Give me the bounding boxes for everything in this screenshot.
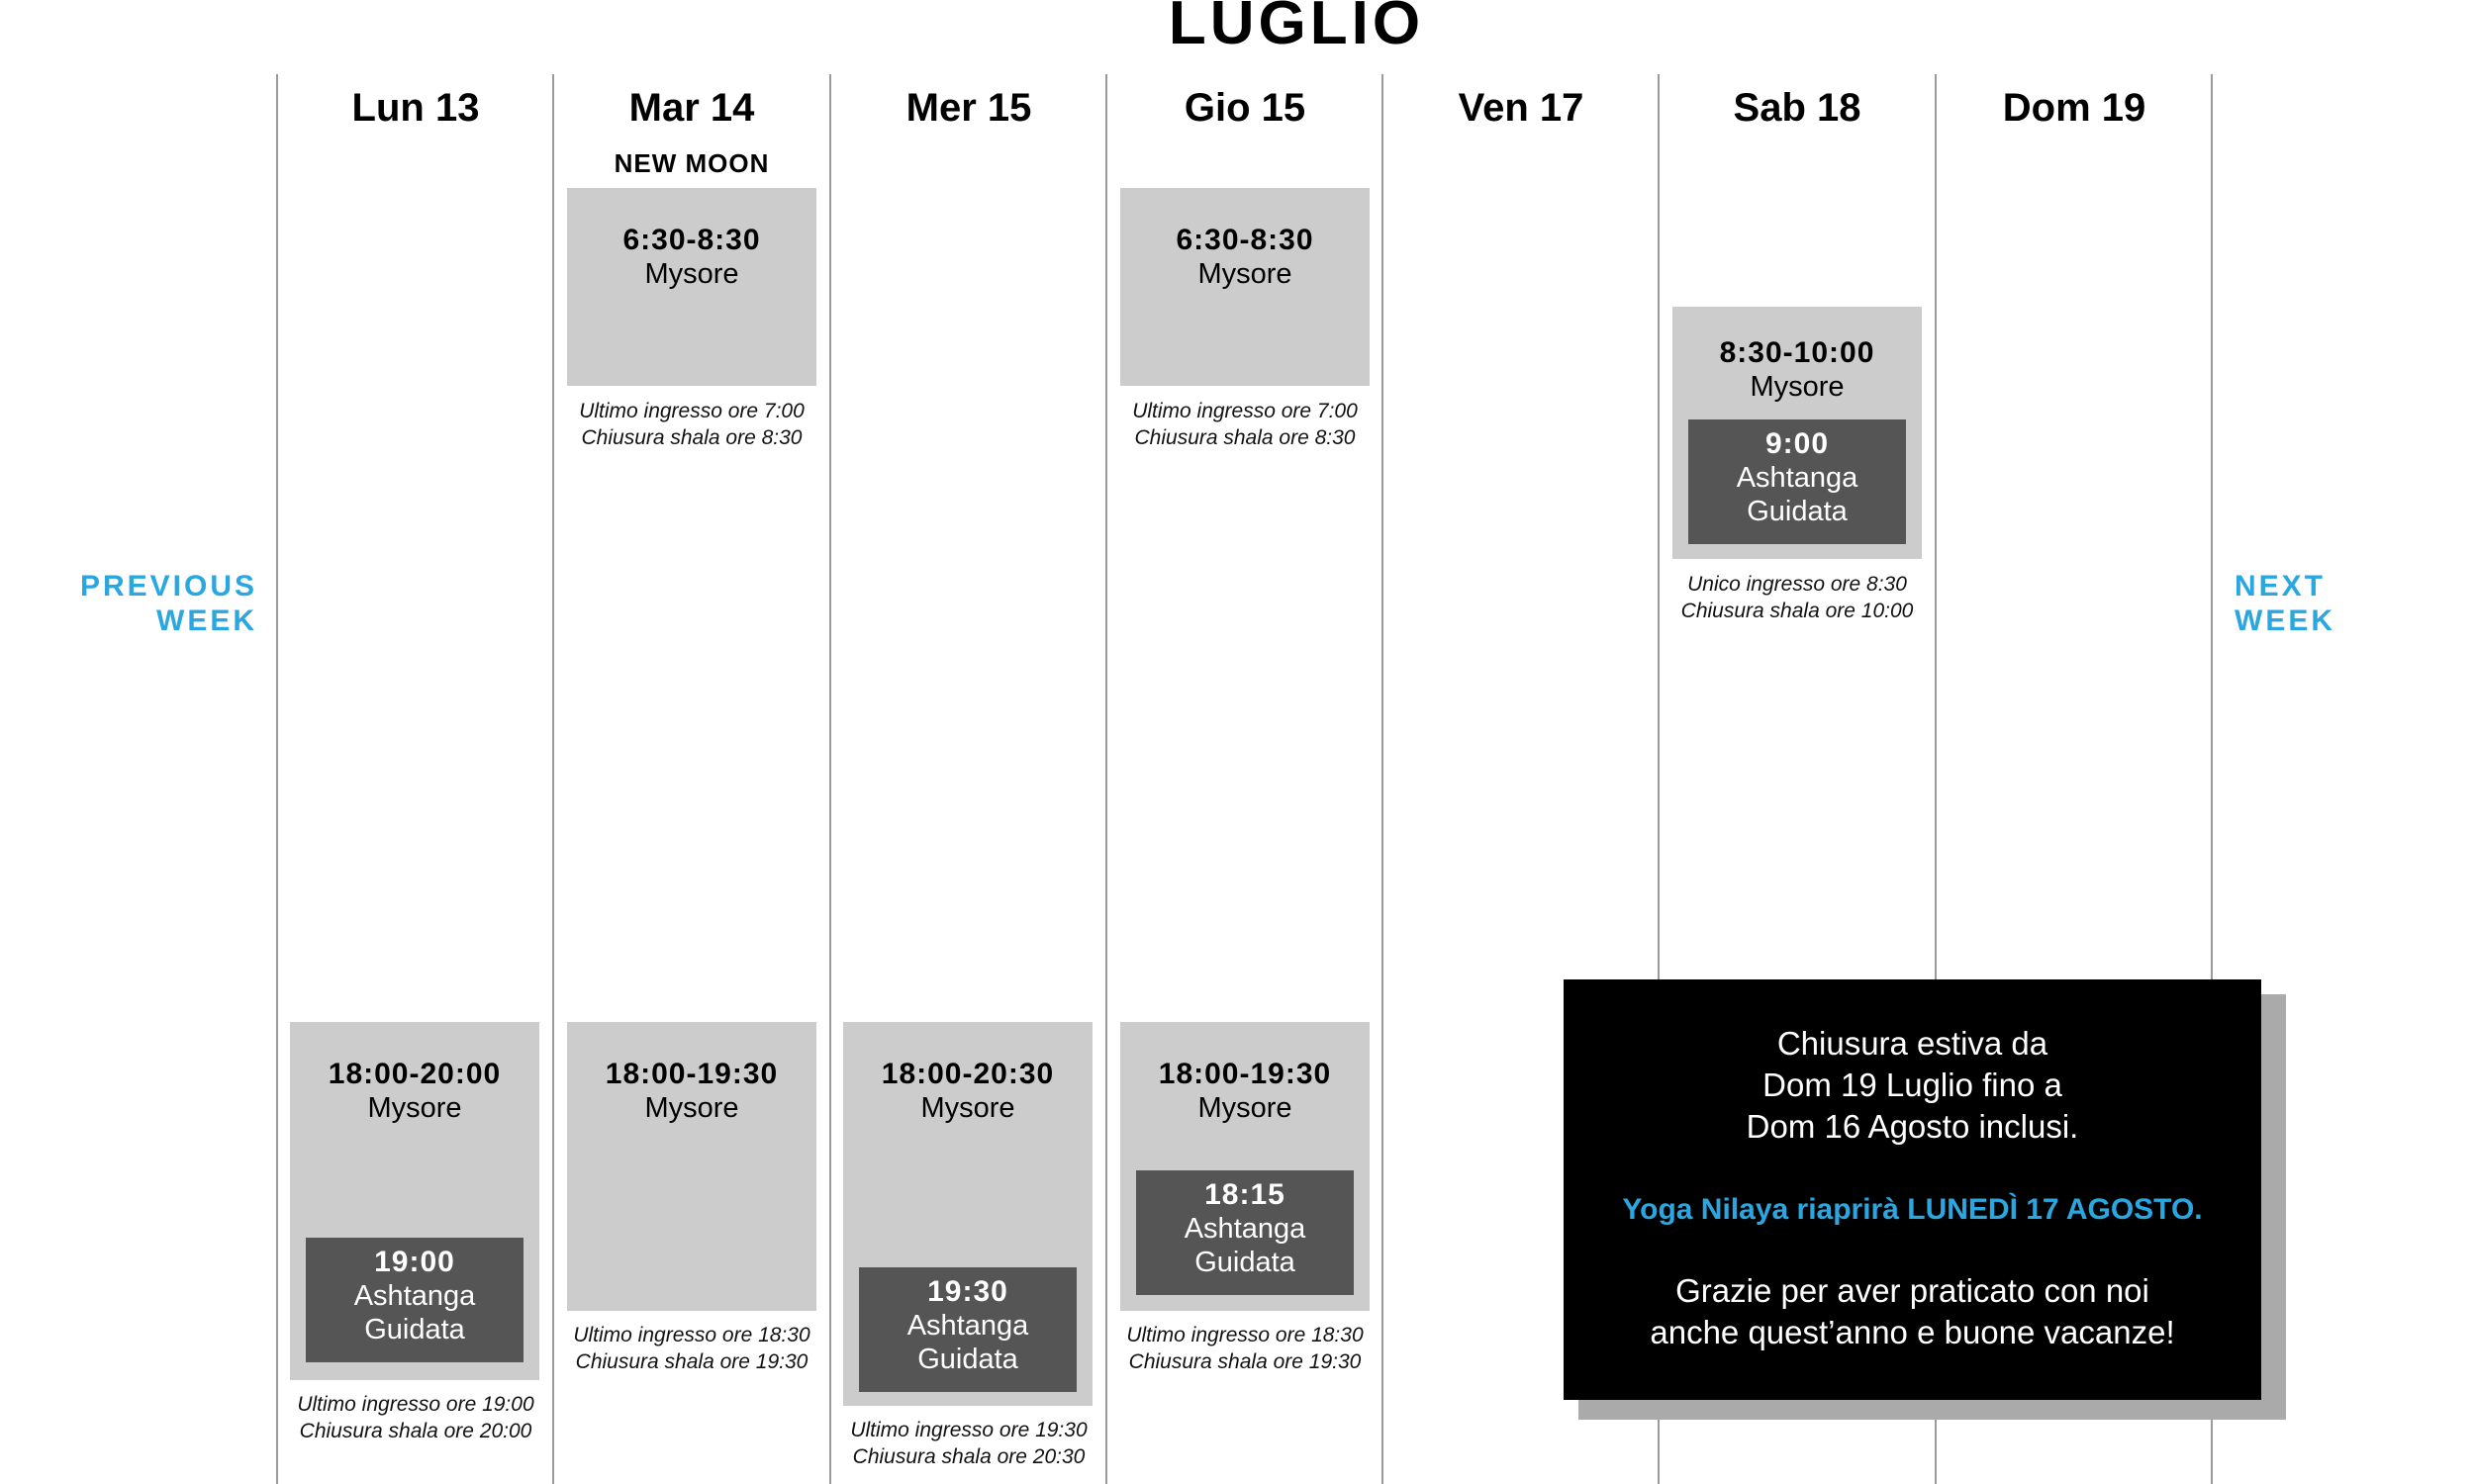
day-header-dom: Dom 19	[2002, 86, 2146, 130]
note-line: Ultimo ingresso ore 19:00	[297, 1393, 534, 1416]
guided-class-mer[interactable]	[859, 1267, 1077, 1392]
guided-class-gio[interactable]	[1136, 1170, 1354, 1295]
session-time: 18:00-19:30	[605, 1058, 779, 1090]
day-header-sab: Sab 18	[1733, 86, 1861, 130]
session-type: Mysore	[644, 1092, 739, 1124]
guided-type: Guidata	[1194, 1247, 1295, 1278]
day-header-gio: Gio 15	[1184, 86, 1306, 130]
note-line: Chiusura shala ore 20:30	[852, 1445, 1086, 1468]
note-line: Unico ingresso ore 8:30	[1687, 573, 1907, 596]
summer-closure-notice	[1564, 979, 2261, 1400]
session-time: 18:00-20:00	[328, 1058, 502, 1090]
session-time: 6:30-8:30	[622, 224, 761, 256]
notice-line: Dom 16 Agosto inclusi.	[1746, 1108, 2079, 1145]
guided-type: Ashtanga	[1184, 1213, 1306, 1245]
note-line: Ultimo ingresso ore 18:30	[1126, 1324, 1364, 1346]
column-divider	[552, 74, 554, 1484]
previous-week-label-1: PREVIOUS	[79, 570, 257, 603]
note-line: Chiusura shala ore 10:00	[1680, 600, 1914, 622]
next-week-link[interactable]	[2235, 569, 2432, 638]
guided-time: 18:15	[1204, 1178, 1285, 1211]
session-mar-morning[interactable]	[567, 188, 816, 386]
column-divider	[829, 74, 831, 1484]
session-type: Mysore	[1750, 371, 1845, 403]
note-line: Ultimo ingresso ore 19:30	[850, 1419, 1088, 1441]
previous-week-link[interactable]	[40, 569, 257, 638]
guided-time: 19:00	[374, 1246, 455, 1278]
note-line: Ultimo ingresso ore 7:00	[1132, 400, 1358, 422]
note-line: Chiusura shala ore 19:30	[1128, 1350, 1362, 1373]
day-header-mer: Mer 15	[905, 86, 1032, 130]
note-line: Chiusura shala ore 8:30	[1134, 426, 1356, 449]
session-time: 18:00-20:30	[881, 1058, 1055, 1090]
session-note-gio-evening	[1106, 1322, 1383, 1375]
notice-line: Dom 19 Luglio fino a	[1762, 1067, 2062, 1103]
note-line: Chiusura shala ore 8:30	[581, 426, 803, 449]
guided-type: Ashtanga	[1736, 462, 1858, 494]
session-mar-evening[interactable]	[567, 1022, 816, 1311]
session-note-sab-morning	[1659, 571, 1936, 624]
guided-time: 19:30	[927, 1275, 1008, 1308]
guided-type: Guidata	[364, 1314, 465, 1345]
column-divider	[276, 74, 278, 1484]
day-header-mar: Mar 14	[628, 86, 755, 130]
session-time: 18:00-19:30	[1158, 1058, 1332, 1090]
day-header-ven: Ven 17	[1458, 86, 1584, 130]
session-note-mer-evening	[830, 1417, 1107, 1470]
note-line: Chiusura shala ore 19:30	[575, 1350, 809, 1373]
note-line: Ultimo ingresso ore 18:30	[573, 1324, 810, 1346]
guided-class-lun[interactable]	[306, 1238, 523, 1362]
session-note-mar-evening	[553, 1322, 830, 1375]
session-lun-evening[interactable]	[290, 1022, 539, 1380]
new-moon-label: NEW MOON	[614, 148, 770, 178]
session-type: Mysore	[644, 258, 739, 290]
session-type: Mysore	[1197, 1092, 1292, 1124]
next-week-label-1: NEXT	[2235, 570, 2327, 603]
session-type: Mysore	[920, 1092, 1015, 1124]
previous-week-label-2: WEEK	[156, 604, 257, 637]
guided-type: Ashtanga	[906, 1310, 1029, 1342]
session-gio-evening[interactable]	[1120, 1022, 1370, 1311]
guided-type: Ashtanga	[353, 1280, 476, 1312]
note-line: Chiusura shala ore 20:00	[299, 1420, 532, 1442]
session-sab-morning[interactable]	[1672, 307, 1922, 559]
session-time: 8:30-10:00	[1719, 336, 1875, 369]
session-note-lun-evening	[277, 1391, 554, 1444]
column-divider	[1381, 74, 1383, 1484]
session-time: 6:30-8:30	[1176, 224, 1314, 256]
session-mer-evening[interactable]	[843, 1022, 1093, 1406]
month-title: LUGLIO	[1168, 0, 1425, 57]
session-type: Mysore	[367, 1092, 462, 1124]
guided-type: Guidata	[1747, 496, 1848, 527]
session-note-mar-morning	[553, 398, 830, 451]
notice-line: anche quest’anno e buone vacanze!	[1650, 1314, 2175, 1350]
session-type: Mysore	[1197, 258, 1292, 290]
guided-type: Guidata	[917, 1344, 1018, 1375]
guided-time: 9:00	[1764, 427, 1830, 460]
reopen-announcement: Yoga Nilaya riaprirà LUNEDÌ 17 AGOSTO.	[1622, 1193, 2203, 1226]
notice-line: Grazie per aver praticato con noi	[1675, 1272, 2149, 1309]
guided-class-sab[interactable]	[1688, 419, 1906, 544]
session-gio-morning[interactable]	[1120, 188, 1370, 386]
column-divider	[1105, 74, 1107, 1484]
notice-line: Chiusura estiva da	[1776, 1025, 2048, 1062]
note-line: Ultimo ingresso ore 7:00	[579, 400, 805, 422]
session-note-gio-morning	[1106, 398, 1383, 451]
day-header-lun: Lun 13	[351, 86, 480, 130]
next-week-label-2: WEEK	[2235, 604, 2335, 637]
